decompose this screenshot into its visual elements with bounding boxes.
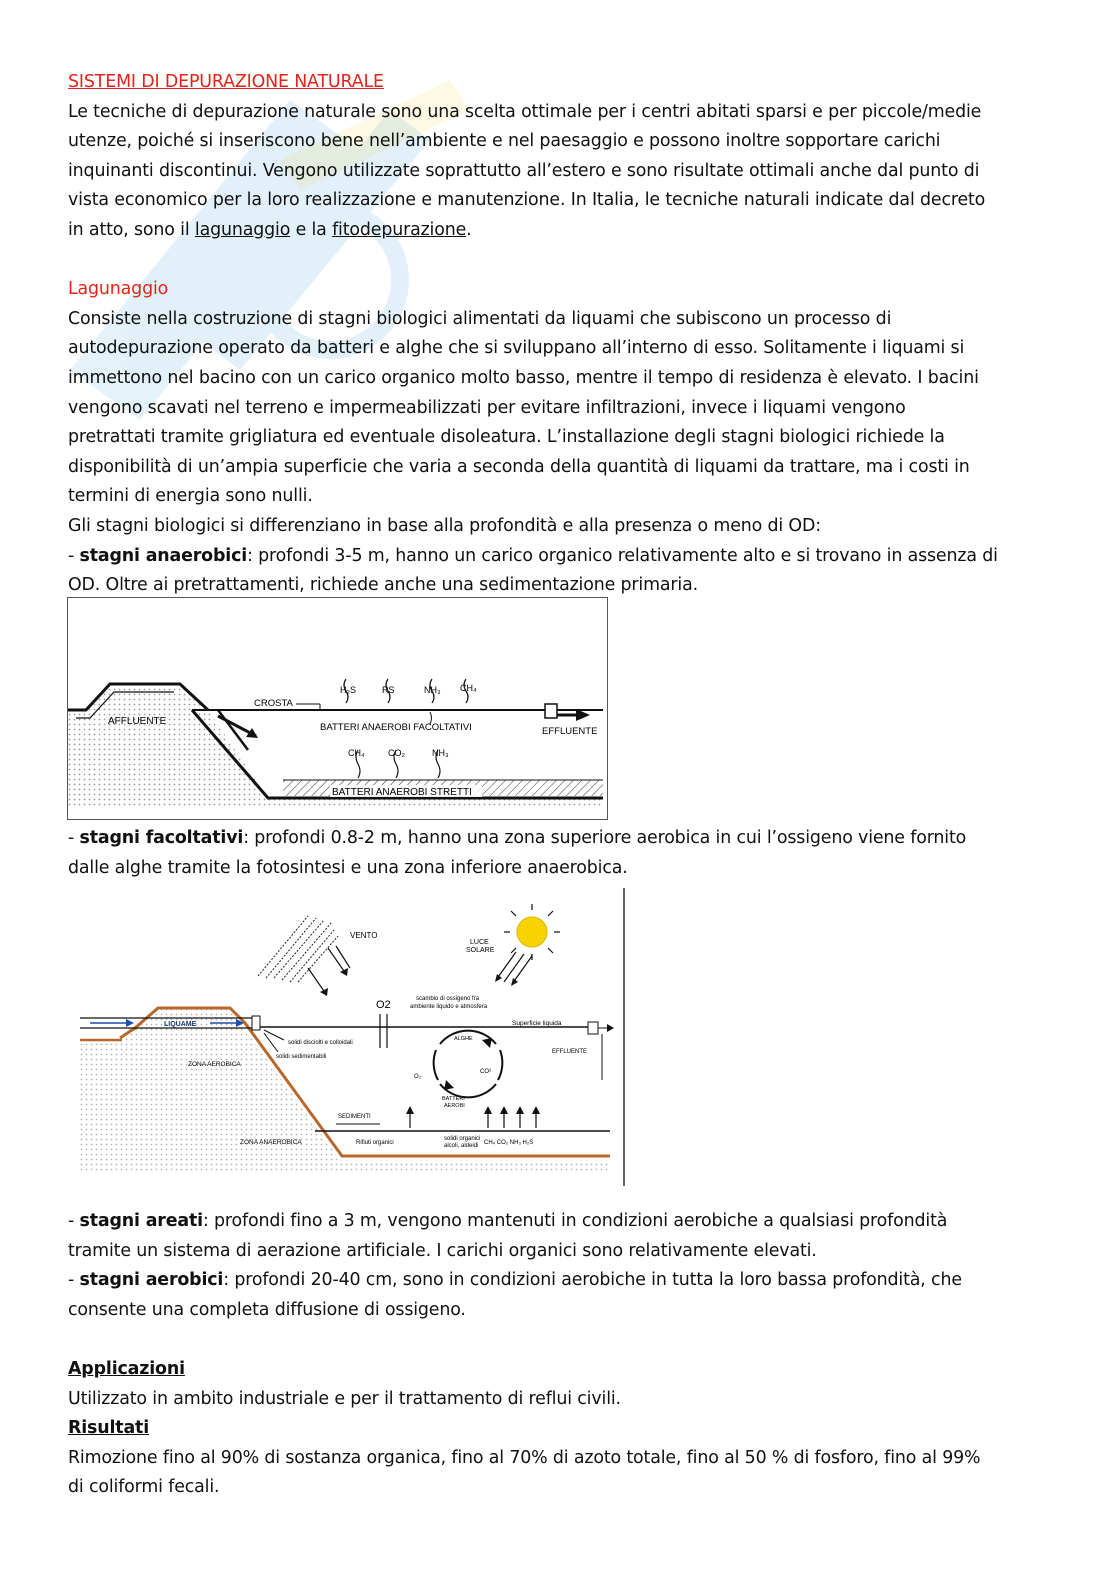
label-co2-cycle: CO² [480, 1069, 491, 1075]
term-stagni-aerobici: stagni aerobici [79, 1270, 224, 1291]
link-lagunaggio[interactable]: lagunaggio [194, 219, 291, 240]
link-fitodepurazione[interactable]: fitodepurazione [332, 219, 467, 240]
label-aerobi: AEROBI [444, 1103, 465, 1109]
label-nh3: NH₃ [424, 685, 441, 695]
intro-line-5 [68, 216, 1048, 246]
intro-line-2: utenze, poiché si inseriscono bene nell’ambiente e nel paesaggio e possono inoltre sopportare carichi [68, 131, 941, 152]
label-gases: CH₄ CO₂ NH₃ H₂S [484, 1140, 534, 1146]
stagni-facoltativi-line-2: dalle alghe tramite la fotosintesi e una zona inferiore anaerobica. [68, 857, 628, 878]
label-batteri: BATTERI [442, 1096, 465, 1102]
page-title: SISTEMI DI DEPURAZIONE NATURALE [68, 72, 384, 92]
lagunaggio-line: Consiste nella costruzione di stagni biologici alimentati da liquami che subiscono un processo di [68, 308, 892, 329]
lagunaggio-line: termini di energia sono nulli. [68, 486, 313, 507]
label-liquame: LIQUAME [164, 1021, 197, 1028]
label-rs: RS [382, 685, 395, 695]
figure-stagno-anaerobico [67, 597, 608, 820]
label-zona-aerobica: ZONA AEROBICA [188, 1061, 241, 1068]
intro-line-4: vista economico per la loro realizzazione e manutenzione. In Italia, le tecniche naturali indicate dal decreto [68, 190, 986, 211]
label-h2s: H₂S [340, 685, 356, 695]
stagni-aerobici-line-1 [68, 1266, 1048, 1296]
term-stagni-areati: stagni areati [79, 1211, 203, 1231]
stagni-aerobici-line-2: consente una completa diffusione di ossigeno. [68, 1299, 466, 1320]
intro-text: in atto, sono il [68, 219, 195, 240]
lagunaggio-line: immettono nel bacino con un carico organico molto basso, mentre il tempo di residenza è elevato. I bacini [68, 367, 979, 388]
label-zona-anaerobica: ZONA ANAEROBICA [240, 1139, 302, 1146]
stagni-areati-line-1 [68, 1207, 1048, 1237]
heading-applicazioni: Applicazioni [68, 1358, 185, 1379]
label-solidi-organici: solidi organici [444, 1136, 481, 1142]
definition-text: : profondi 20-40 cm, sono in condizioni aerobiche in tutta la loro bassa profondità, che [223, 1270, 962, 1291]
label-vento: VENTO [350, 931, 378, 940]
label-superficie: Superficie liquida [512, 1020, 562, 1027]
definition-text: : profondi 3-5 m, hanno un carico organico relativamente alto e si trovano in assenza di [247, 545, 998, 566]
label-ch4: CH₄ [348, 748, 365, 758]
label-o2: O2 [376, 999, 391, 1011]
label-luce: LUCE [470, 939, 489, 946]
bullet: - [68, 545, 80, 566]
intro-line-3: inquinanti discontinui. Vengono utilizzate soprattutto all’estero e sono risultate ottimali anche dal punto di [68, 160, 980, 181]
document-body [68, 68, 1048, 601]
intro-text: . [466, 219, 472, 240]
stagni-anaerobici-line-1 [68, 542, 1048, 572]
stagni-areati-line-2: tramite un sistema di aerazione artificiale. I carichi organici sono relativamente elevati. [68, 1240, 817, 1261]
stagni-facoltativi-line-1 [68, 824, 1048, 854]
label-co2: CO₂ [388, 748, 405, 758]
label-rifiuti: Rifiuti organici [356, 1140, 394, 1146]
stagni-anaerobici-line-2: OD. Oltre ai pretrattamenti, richiede anche una sedimentazione primaria. [68, 575, 698, 596]
term-stagni-anaerobici: stagni anaerobici [79, 545, 248, 566]
lagunaggio-line: vengono scavati nel terreno e impermeabilizzati per evitare infiltrazioni, invece i liquami vengono [68, 397, 906, 418]
label-scambio-2: ambiente liquido e atmosfera [410, 1004, 488, 1010]
lagunaggio-line: pretrattati tramite grigliatura ed eventuale disoleatura. L’installazione degli stagni biologici richiede la [68, 427, 945, 448]
label-batteri-stretti: BATTERI ANAEROBI STRETTI [332, 787, 472, 798]
stagni-intro: Gli stagni biologici si differenziano in base alla profondità e alla presenza o meno di OD: [68, 515, 821, 536]
definition-text: : profondi fino a 3 m, vengono mantenuti in condizioni aerobiche a qualsiasi profondità [202, 1211, 948, 1231]
label-crosta: CROSTA [254, 698, 293, 709]
label-o2-cycle: O₂ [414, 1074, 421, 1080]
label-nh3: NH₃ [432, 748, 449, 758]
intro-line-1: Le tecniche di depurazione naturale sono una scelta ottimale per i centri abitati sparsi e per piccole/medie [68, 101, 982, 122]
label-batteri-facoltativi: BATTERI ANAEROBI FACOLTATIVI [320, 722, 472, 733]
lagunaggio-line: autodepurazione operato da batteri e alghe che si sviluppano all’interno di esso. Solitamente i liquami si [68, 338, 965, 359]
intro-text: e la [290, 219, 333, 240]
label-alcoli: alcoli, aldeidi [444, 1143, 479, 1149]
label-effluente: EFFLUENTE [552, 1049, 588, 1055]
definition-text: : profondi 0.8-2 m, hanno una zona superiore aerobica in cui l’ossigeno viene fornito [243, 828, 967, 848]
risultati-line-1: Rimozione fino al 90% di sostanza organica, fino al 70% di azoto totale, fino al 50 % di fosforo, fino al 99% [68, 1447, 981, 1468]
label-ch4: CH₄ [460, 683, 477, 693]
label-alghe: ALGHE [454, 1036, 473, 1042]
label-scambio-1: scambio di ossigeno fra [416, 996, 480, 1002]
term-stagni-facoltativi: stagni facoltativi [79, 828, 244, 848]
bullet: - [68, 828, 80, 848]
heading-risultati: Risultati [68, 1418, 150, 1439]
label-solare: SOLARE [466, 947, 495, 954]
label-solidi-disciolti: solidi disciolti e colloidali [288, 1040, 353, 1046]
figure-stagno-facoltativo [80, 888, 626, 1188]
label-solidi-sedimentabili: solidi sedimentabili [276, 1054, 327, 1060]
applicazioni-text: Utilizzato in ambito industriale e per il trattamento di reflui civili. [68, 1388, 621, 1409]
risultati-line-2: di coliformi fecali. [68, 1477, 220, 1498]
section-heading-lagunaggio: Lagunaggio [68, 279, 169, 300]
lagunaggio-line: disponibilità di un’ampia superficie che varia a seconda della quantità di liquami da trattare, ma i costi in [68, 456, 970, 477]
document-body-end [68, 1207, 1048, 1503]
document-body-continued [68, 824, 1048, 883]
label-sedimenti: SEDIMENTI [338, 1114, 371, 1120]
label-affluente: AFFLUENTE [108, 716, 167, 727]
bullet: - [68, 1270, 80, 1291]
bullet: - [68, 1211, 80, 1231]
label-effluente: EFFLUENTE [542, 726, 598, 737]
